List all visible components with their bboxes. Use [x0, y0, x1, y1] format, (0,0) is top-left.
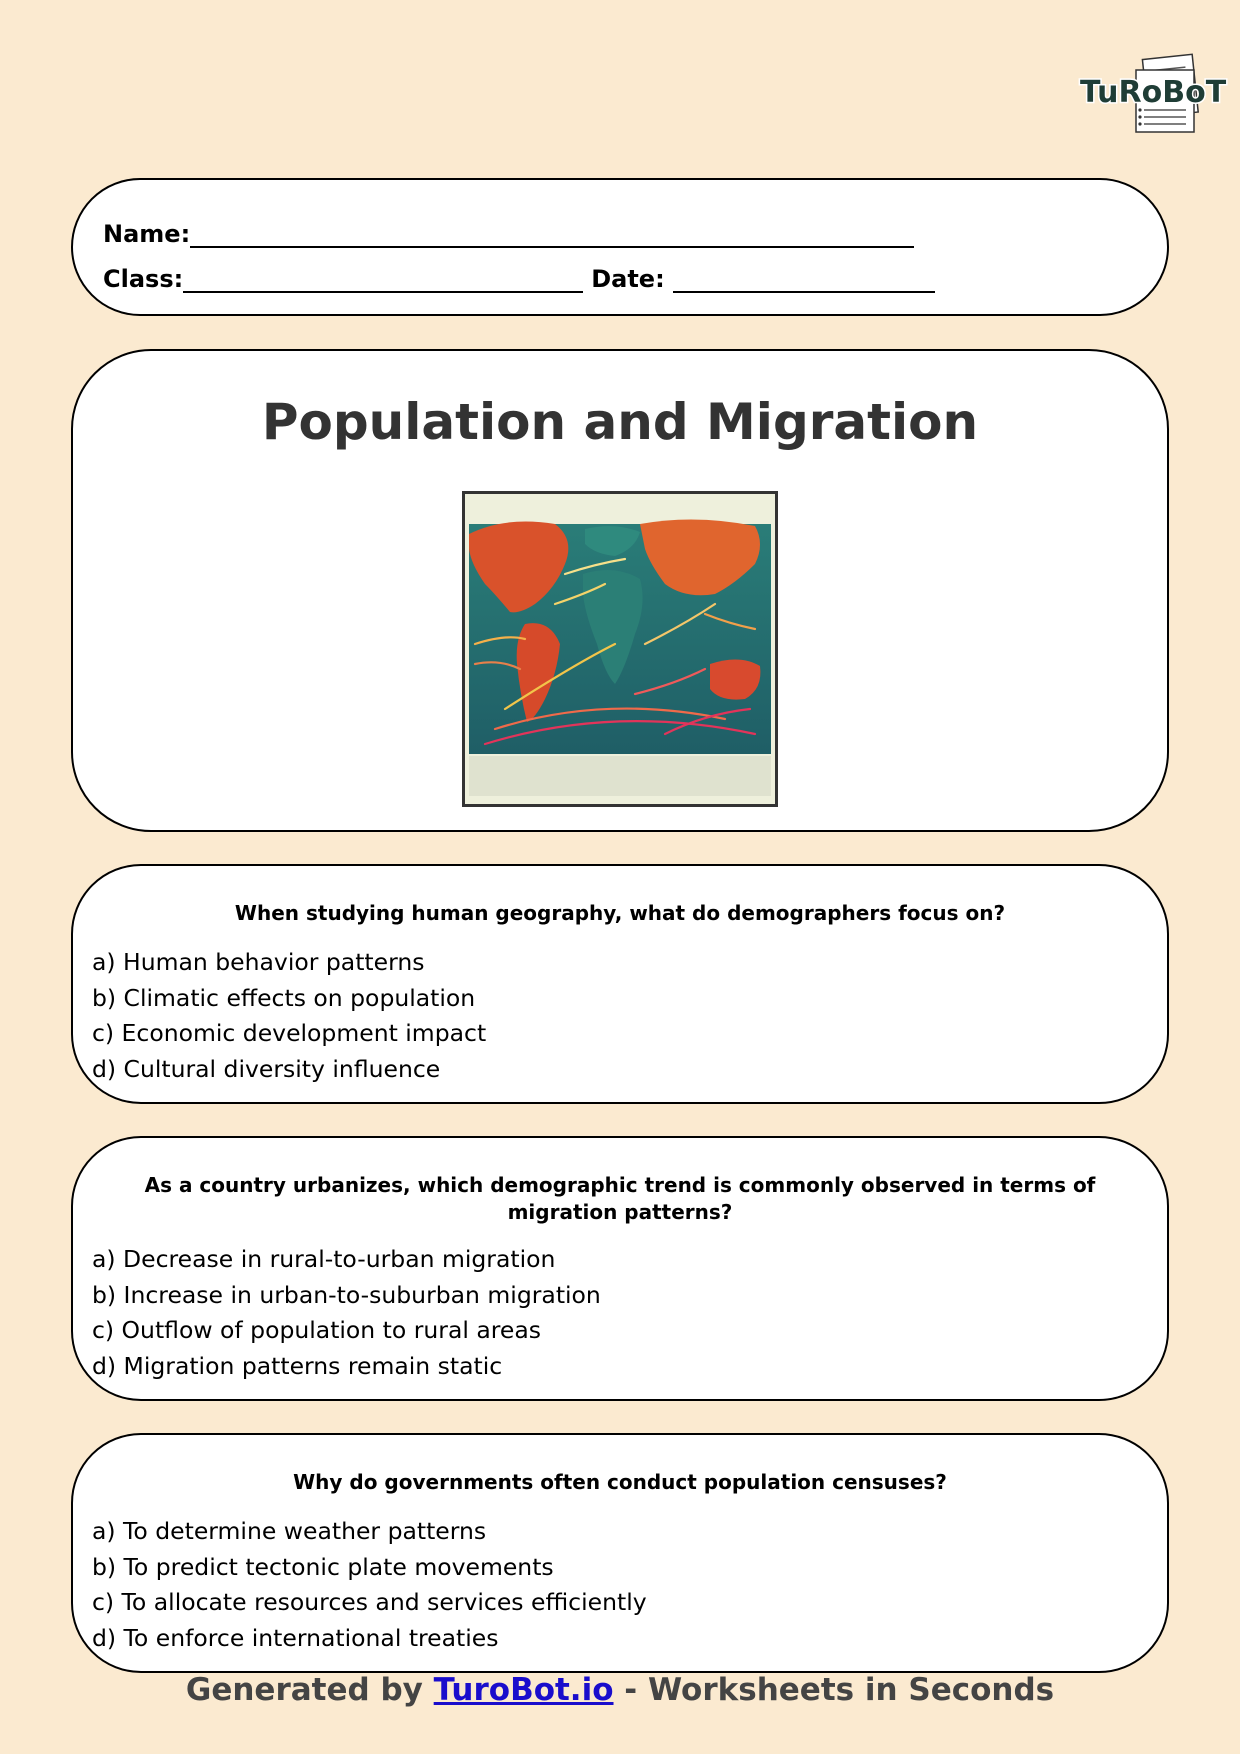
answer-option-a[interactable]: a) To determine weather patterns [92, 1517, 487, 1545]
answer-option-b[interactable]: b) To predict tectonic plate movements [92, 1552, 554, 1581]
answer-option-d[interactable]: d) Cultural diversity influence [92, 1054, 441, 1083]
turobot-logo [1078, 52, 1227, 142]
answer-option-d[interactable]: d) To enforce international treaties [92, 1623, 499, 1652]
answer-option-a[interactable]: a) Decrease in rural-to-urban migration [92, 1245, 556, 1273]
question-card-2 [71, 1136, 1169, 1401]
answer-option-c[interactable]: c) Economic development impact [92, 1019, 487, 1047]
title-card [71, 349, 1169, 832]
date-field[interactable] [673, 267, 935, 293]
answer-options [92, 945, 486, 1087]
name-label: Name: [103, 220, 191, 248]
class-date-row [103, 265, 935, 293]
answer-option-c[interactable]: c) Outflow of population to rural areas [92, 1316, 542, 1344]
answer-option-b[interactable]: b) Climatic effects on population [92, 983, 476, 1012]
world-migration-map-image [462, 491, 778, 807]
answer-option-b[interactable]: b) Increase in urban-to-suburban migration [92, 1280, 601, 1309]
student-info-card [71, 178, 1169, 316]
worksheet-title: Population and Migration [261, 393, 979, 451]
name-row [103, 220, 914, 248]
class-label: Class: [103, 265, 184, 293]
class-field[interactable] [183, 267, 583, 293]
turobot-link[interactable]: TuroBot.io [433, 1672, 614, 1708]
question-text: When studying human geography, what do demographers focus on? [234, 901, 1006, 925]
answer-option-d[interactable]: d) Migration patterns remain static [92, 1351, 503, 1380]
question-text: As a country urbanizes, which demographic trend is commonly observed in terms of migration patterns? [144, 1173, 1096, 1224]
question-card-3 [71, 1433, 1169, 1673]
footer [0, 1672, 1240, 1708]
answer-option-c[interactable]: c) To allocate resources and services efficiently [92, 1588, 647, 1616]
answer-options [92, 1514, 647, 1656]
logo-text: TuRoBoT [1080, 75, 1227, 110]
name-field[interactable] [190, 222, 914, 248]
footer-suffix: - Worksheets in Seconds [613, 1672, 1055, 1708]
answer-option-a[interactable]: a) Human behavior patterns [92, 948, 425, 976]
date-label: Date: [591, 265, 665, 293]
question-text: Why do governments often conduct population censuses? [293, 1470, 947, 1494]
question-card-1 [71, 864, 1169, 1104]
footer-prefix: Generated by [185, 1672, 434, 1708]
answer-options [92, 1242, 601, 1384]
